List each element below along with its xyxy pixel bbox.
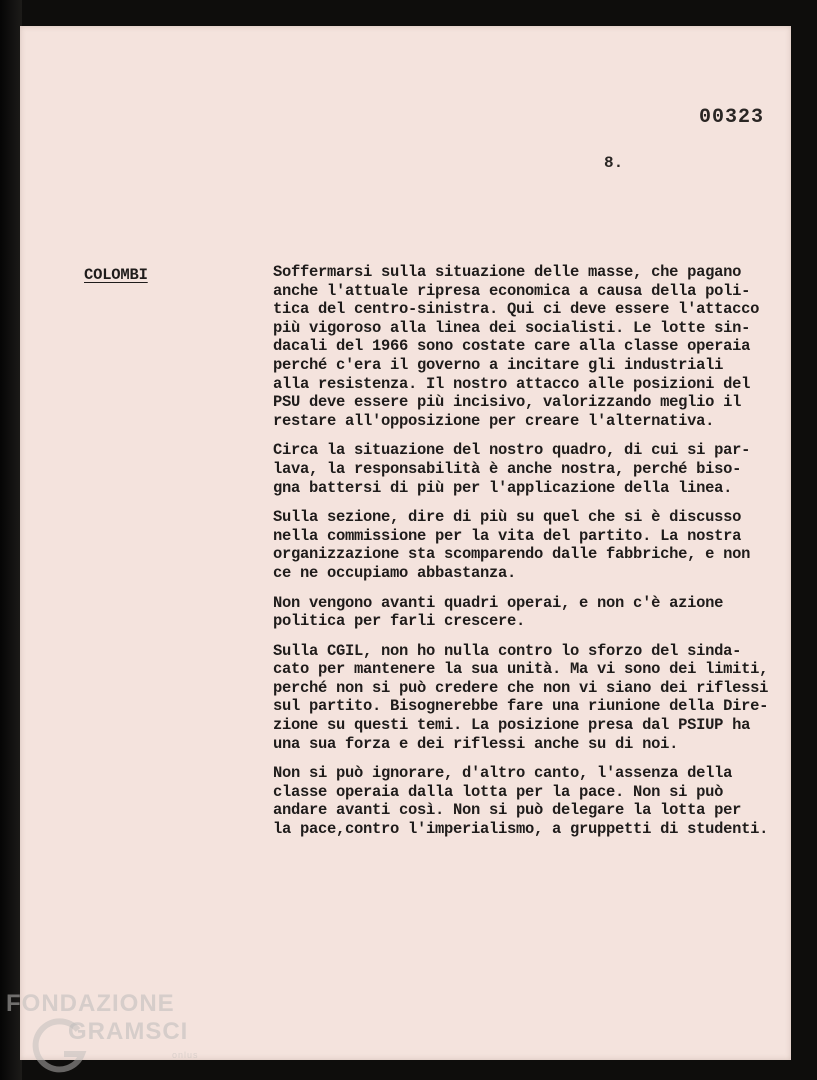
- paragraph: Non vengono avanti quadri operai, e non c'è azione politica per farli crescere.: [273, 593, 724, 631]
- watermark-logo-icon: [30, 1016, 90, 1076]
- binder-edge: [0, 0, 22, 1080]
- watermark-line1: FONDAZIONE: [6, 990, 175, 1017]
- paragraph: Soffermarsi sulla situazione delle masse, che pagano anche l'attuale ripresa economica a causa della poli- tica del centro-sinistra. Qui ci deve essere l'attacco più vigoroso alla linea dei socialisti. Le lotte sin- dacali del 1966 sono costate care alla classe operaia perché c'era il governo a incitare gli industriali alla resistenza. Il nostro attacco alle posizioni del PSU deve essere più incisivo, valorizzando meglio il restare all'opposizione per creare l'alternativa.: [273, 263, 760, 430]
- speech-text: [273, 263, 793, 850]
- paragraph: Sulla CGIL, non ho nulla contro lo sforzo del sinda- cato per mantenere la sua unità. Ma vi sono dei limiti, perché non si può credere che non vi siano dei riflessi sul partito. Bisognerebbe fare una riunione della Dire- zione su questi temi. La posizione presa dal PSIUP ha una sua forza e dei riflessi anche su di noi.: [273, 641, 769, 753]
- speaker-name: COLOMBI: [84, 266, 148, 284]
- watermark-line2: GRAMSCI: [68, 1018, 189, 1045]
- watermark-tag: onlus: [172, 1050, 199, 1060]
- paragraph: Circa la situazione del nostro quadro, di cui si par- lava, la responsabilità è anche nostra, perché biso- gna battersi di più per l'applicazione della linea.: [273, 441, 751, 497]
- document-page: [20, 26, 791, 1060]
- document-number: 00323: [699, 106, 765, 129]
- paragraph: Non si può ignorare, d'altro canto, l'assenza della classe operaia dalla lotta per la pace. Non si può andare avanti così. Non si può delegare la lotta per la pace,contro l'imperialismo, a gruppetti di studenti.: [273, 764, 769, 839]
- page-number: 8.: [604, 154, 624, 172]
- paragraph: Sulla sezione, dire di più su quel che si è discusso nella commissione per la vita del partito. La nostra organizzazione sta scomparendo dalle fabbriche, e non ce ne occupiamo abbastanza.: [273, 508, 751, 582]
